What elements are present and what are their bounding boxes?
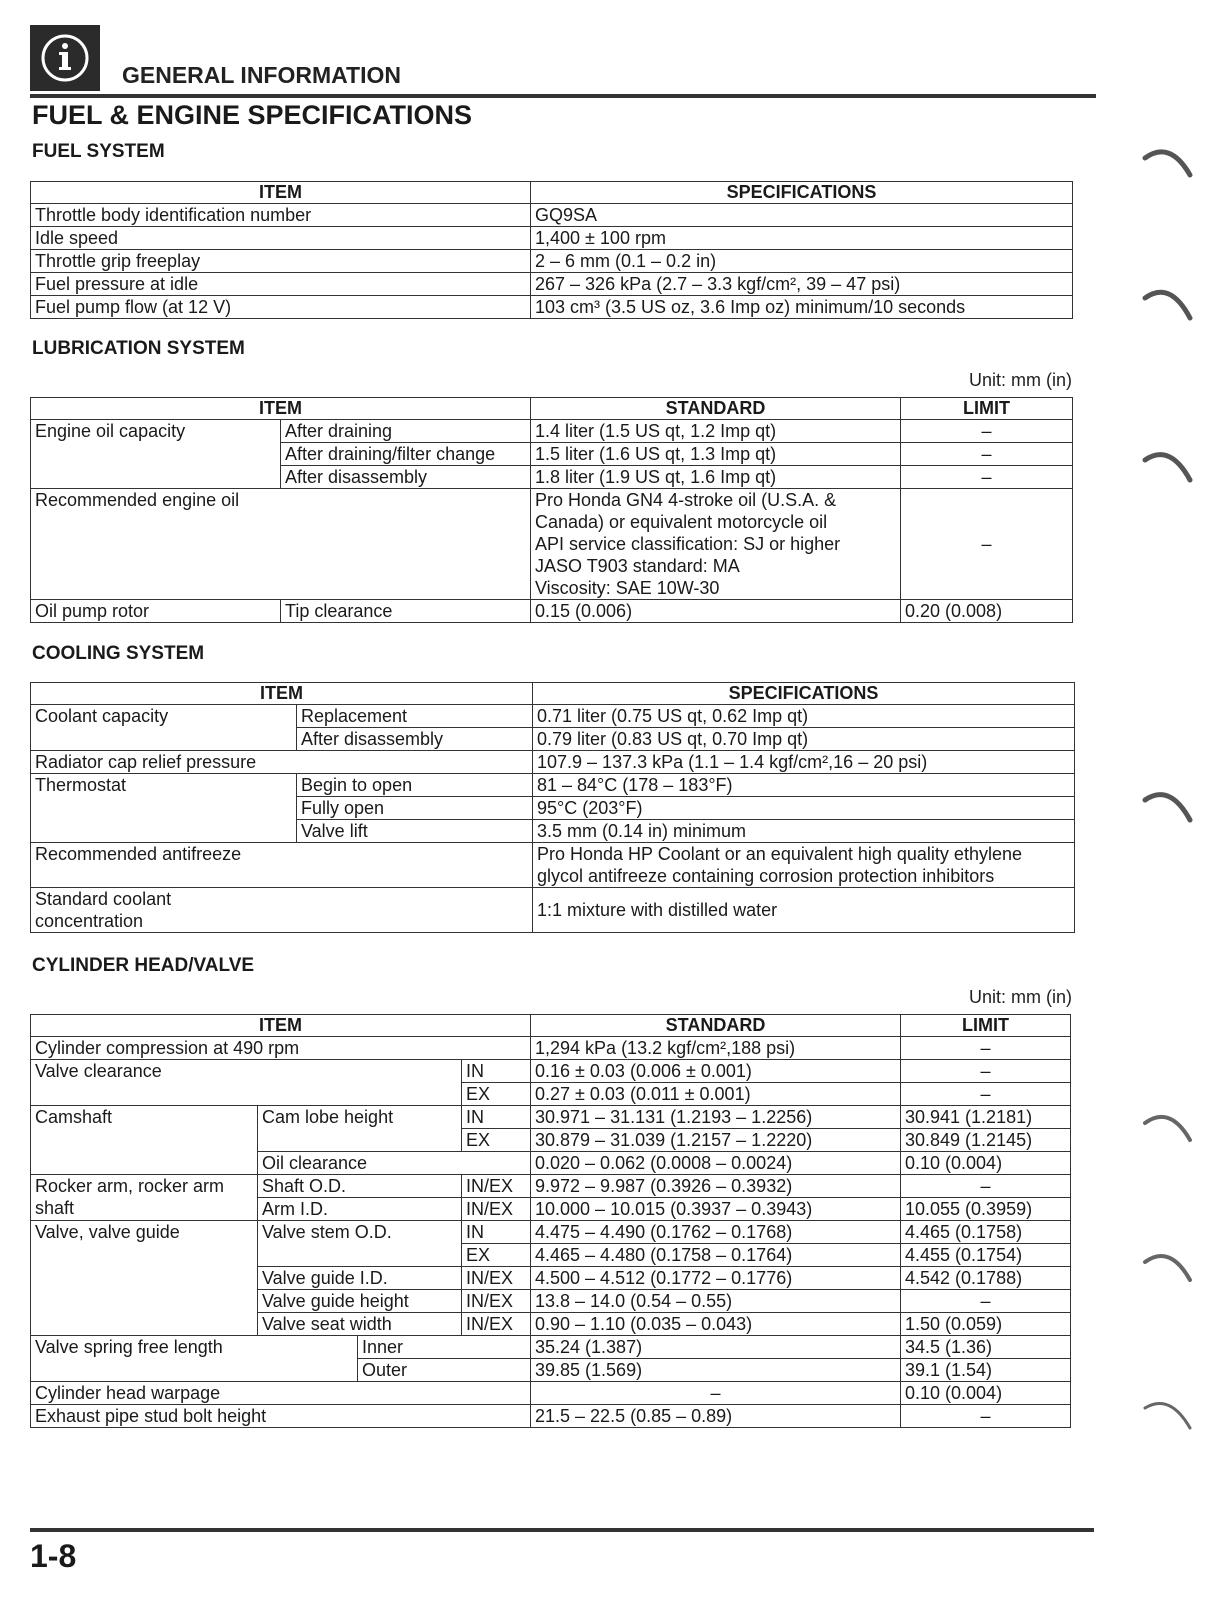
spec-cell: 81 – 84°C (178 – 183°F) xyxy=(533,774,1075,797)
column-header-item: ITEM xyxy=(31,398,531,420)
text-line: Pro Honda HP Coolant or an equivalent high quality ethylene xyxy=(537,844,1022,864)
standard-cell: 0.27 ± 0.03 (0.011 ± 0.001) xyxy=(531,1083,901,1106)
item-cell: Throttle body identification number xyxy=(31,204,531,227)
sub-item-cell: After draining xyxy=(281,420,531,443)
item-cell: Coolant capacity xyxy=(31,705,297,751)
table-row xyxy=(31,489,1073,600)
limit-cell: – xyxy=(901,1175,1071,1198)
table-row xyxy=(31,774,1075,797)
table-row xyxy=(31,1382,1071,1405)
page-title: FUEL & ENGINE SPECIFICATIONS xyxy=(32,100,473,130)
table-header-row xyxy=(31,398,1073,420)
item-cell: Throttle grip freeplay xyxy=(31,250,531,273)
sub-item-cell: Cam lobe height xyxy=(258,1106,462,1152)
standard-cell: 21.5 – 22.5 (0.85 – 0.89) xyxy=(531,1405,901,1428)
standard-cell: 30.971 – 31.131 (1.2193 – 1.2256) xyxy=(531,1106,901,1129)
standard-cell: 1.8 liter (1.9 US qt, 1.6 Imp qt) xyxy=(531,466,901,489)
text-line: Viscosity: SAE 10W-30 xyxy=(535,578,720,598)
sub-item-cell: IN xyxy=(462,1060,531,1083)
limit-cell: 4.455 (0.1754) xyxy=(901,1244,1071,1267)
cylinder-head-valve-table xyxy=(30,1014,1071,1428)
standard-cell: 1.4 liter (1.5 US qt, 1.2 Imp qt) xyxy=(531,420,901,443)
limit-cell: 4.465 (0.1758) xyxy=(901,1221,1071,1244)
limit-cell: – xyxy=(901,1290,1071,1313)
limit-cell: 30.941 (1.2181) xyxy=(901,1106,1071,1129)
table-row xyxy=(31,705,1075,728)
sub-item-cell: EX xyxy=(462,1129,531,1152)
table-row xyxy=(31,1037,1071,1060)
column-header-limit: LIMIT xyxy=(901,1015,1071,1037)
item-cell: Oil pump rotor xyxy=(31,600,281,623)
column-header-item: ITEM xyxy=(31,1015,531,1037)
item-cell: Valve, valve guide xyxy=(31,1221,258,1336)
standard-cell xyxy=(531,489,901,600)
standard-cell: 0.16 ± 0.03 (0.006 ± 0.001) xyxy=(531,1060,901,1083)
sub-item-cell: IN/EX xyxy=(462,1290,531,1313)
sub-item-cell: IN/EX xyxy=(462,1175,531,1198)
standard-cell: 0.020 – 0.062 (0.0008 – 0.0024) xyxy=(531,1152,901,1175)
info-icon xyxy=(30,25,100,91)
limit-cell: – xyxy=(901,1083,1071,1106)
sub-item-cell: Fully open xyxy=(297,797,533,820)
text-line: glycol antifreeze containing corrosion protection inhibitors xyxy=(537,866,995,886)
item-cell: Camshaft xyxy=(31,1106,258,1175)
spec-cell: GQ9SA xyxy=(531,204,1073,227)
standard-cell: 39.85 (1.569) xyxy=(531,1359,901,1382)
sub-item-cell: Begin to open xyxy=(297,774,533,797)
limit-cell: – xyxy=(901,443,1073,466)
table-row xyxy=(31,1336,1071,1359)
limit-cell: – xyxy=(901,1405,1071,1428)
item-cell: Engine oil capacity xyxy=(31,420,281,489)
footer-rule xyxy=(30,1528,1094,1532)
unit-label: Unit: mm (in) xyxy=(969,987,1072,1007)
column-header-limit: LIMIT xyxy=(901,398,1073,420)
table-row xyxy=(31,600,1073,623)
spec-cell: 107.9 – 137.3 kPa (1.1 – 1.4 kgf/cm²,16 – 20 psi) xyxy=(533,751,1075,774)
spec-cell: 0.79 liter (0.83 US qt, 0.70 Imp qt) xyxy=(533,728,1075,751)
spec-cell xyxy=(533,843,1075,888)
standard-cell: 35.24 (1.387) xyxy=(531,1336,901,1359)
item-cell: Recommended antifreeze xyxy=(31,843,533,888)
limit-cell: 4.542 (0.1788) xyxy=(901,1267,1071,1290)
sub-item-cell: Outer xyxy=(358,1359,531,1382)
table-row xyxy=(31,1221,1071,1244)
limit-cell: 1.50 (0.059) xyxy=(901,1313,1071,1336)
limit-cell: – xyxy=(901,466,1073,489)
standard-cell: 4.465 – 4.480 (0.1758 – 0.1764) xyxy=(531,1244,901,1267)
sub-item-cell: Valve guide I.D. xyxy=(258,1267,462,1290)
limit-cell: 30.849 (1.2145) xyxy=(901,1129,1071,1152)
sub-item-cell: Valve lift xyxy=(297,820,533,843)
text-line: Canada) or equivalent motorcycle oil xyxy=(535,512,828,532)
sub-item-cell: Tip clearance xyxy=(281,600,531,623)
table-row xyxy=(31,751,1075,774)
standard-cell: 4.500 – 4.512 (0.1772 – 0.1776) xyxy=(531,1267,901,1290)
lubrication-system-table xyxy=(30,397,1073,623)
binding-marks xyxy=(1135,0,1215,1600)
spec-cell: 95°C (203°F) xyxy=(533,797,1075,820)
standard-cell: 13.8 – 14.0 (0.54 – 0.55) xyxy=(531,1290,901,1313)
item-cell: Exhaust pipe stud bolt height xyxy=(31,1405,531,1428)
limit-cell: – xyxy=(901,489,1073,600)
sub-item-cell: IN xyxy=(462,1221,531,1244)
sub-item-cell: Replacement xyxy=(297,705,533,728)
sub-item-cell: Oil clearance xyxy=(258,1152,531,1175)
section-label: GENERAL INFORMATION xyxy=(122,62,401,88)
table-row xyxy=(31,273,1073,296)
text-line: JASO T903 standard: MA xyxy=(535,556,740,576)
table-row xyxy=(31,420,1073,443)
table-row xyxy=(31,250,1073,273)
table-row xyxy=(31,1175,1071,1198)
limit-cell: – xyxy=(901,1060,1071,1083)
cooling-system-table xyxy=(30,682,1075,933)
table-row xyxy=(31,204,1073,227)
standard-cell: 4.475 – 4.490 (0.1762 – 0.1768) xyxy=(531,1221,901,1244)
spec-cell: 3.5 mm (0.14 in) minimum xyxy=(533,820,1075,843)
fuel-system-heading: FUEL SYSTEM xyxy=(32,141,165,162)
table-header-row xyxy=(31,683,1075,705)
spec-cell: 103 cm³ (3.5 US oz, 3.6 Imp oz) minimum/10 seconds xyxy=(531,296,1073,319)
item-cell: Idle speed xyxy=(31,227,531,250)
table-row xyxy=(31,1106,1071,1129)
standard-cell: – xyxy=(531,1382,901,1405)
table-row xyxy=(31,888,1075,933)
table-header-row xyxy=(31,1015,1071,1037)
spec-cell: 0.71 liter (0.75 US qt, 0.62 Imp qt) xyxy=(533,705,1075,728)
table-row xyxy=(31,227,1073,250)
item-cell: Cylinder head warpage xyxy=(31,1382,531,1405)
table-header-row xyxy=(31,182,1073,204)
column-header-specifications: SPECIFICATIONS xyxy=(533,683,1075,705)
sub-item-cell: After disassembly xyxy=(297,728,533,751)
fuel-system-table xyxy=(30,181,1073,319)
item-cell: Fuel pump flow (at 12 V) xyxy=(31,296,531,319)
text-line: API service classification: SJ or higher xyxy=(535,534,841,554)
item-cell: Radiator cap relief pressure xyxy=(31,751,533,774)
spec-cell: 1,400 ± 100 rpm xyxy=(531,227,1073,250)
spec-cell: 267 – 326 kPa (2.7 – 3.3 kgf/cm², 39 – 47 psi) xyxy=(531,273,1073,296)
standard-cell: 30.879 – 31.039 (1.2157 – 1.2220) xyxy=(531,1129,901,1152)
sub-item-cell: After draining/filter change xyxy=(281,443,531,466)
sub-item-cell: Valve stem O.D. xyxy=(258,1221,462,1267)
item-cell: Thermostat xyxy=(31,774,297,843)
lubrication-system-heading: LUBRICATION SYSTEM xyxy=(32,338,245,359)
column-header-specifications: SPECIFICATIONS xyxy=(531,182,1073,204)
standard-cell: 1,294 kPa (13.2 kgf/cm²,188 psi) xyxy=(531,1037,901,1060)
item-cell xyxy=(31,1175,258,1221)
standard-cell: 1.5 liter (1.6 US qt, 1.3 Imp qt) xyxy=(531,443,901,466)
sub-item-cell: IN/EX xyxy=(462,1267,531,1290)
item-cell: Valve spring free length xyxy=(31,1336,358,1382)
item-cell: Valve clearance xyxy=(31,1060,462,1106)
table-row xyxy=(31,843,1075,888)
text-line: shaft xyxy=(35,1198,75,1218)
spec-cell: 2 – 6 mm (0.1 – 0.2 in) xyxy=(531,250,1073,273)
column-header-item: ITEM xyxy=(31,683,533,705)
cooling-system-heading: COOLING SYSTEM xyxy=(32,643,205,664)
text-line: Standard coolant xyxy=(35,889,172,909)
item-cell: Fuel pressure at idle xyxy=(31,273,531,296)
column-header-standard: STANDARD xyxy=(531,398,901,420)
standard-cell: 9.972 – 9.987 (0.3926 – 0.3932) xyxy=(531,1175,901,1198)
column-header-item: ITEM xyxy=(31,182,531,204)
limit-cell: – xyxy=(901,420,1073,443)
sub-item-cell: EX xyxy=(462,1083,531,1106)
item-cell: Recommended engine oil xyxy=(31,489,531,600)
text-line: concentration xyxy=(35,911,144,931)
spec-cell: 1:1 mixture with distilled water xyxy=(533,888,1075,933)
sub-item-cell: IN xyxy=(462,1106,531,1129)
item-cell xyxy=(31,888,533,933)
column-header-standard: STANDARD xyxy=(531,1015,901,1037)
limit-cell: 34.5 (1.36) xyxy=(901,1336,1071,1359)
limit-cell: 0.20 (0.008) xyxy=(901,600,1073,623)
sub-item-cell: IN/EX xyxy=(462,1313,531,1336)
item-cell: Cylinder compression at 490 rpm xyxy=(31,1037,531,1060)
limit-cell: – xyxy=(901,1037,1071,1060)
cylinder-head-valve-heading: CYLINDER HEAD/VALVE xyxy=(32,955,255,976)
sub-item-cell: Inner xyxy=(358,1336,531,1359)
sub-item-cell: Valve guide height xyxy=(258,1290,462,1313)
text-line: Pro Honda GN4 4-stroke oil (U.S.A. & xyxy=(535,490,837,510)
limit-cell: 0.10 (0.004) xyxy=(901,1382,1071,1405)
standard-cell: 10.000 – 10.015 (0.3937 – 0.3943) xyxy=(531,1198,901,1221)
sub-item-cell: Valve seat width xyxy=(258,1313,462,1336)
text-line: Rocker arm, rocker arm xyxy=(35,1176,225,1196)
standard-cell: 0.15 (0.006) xyxy=(531,600,901,623)
standard-cell: 0.90 – 1.10 (0.035 – 0.043) xyxy=(531,1313,901,1336)
limit-cell: 10.055 (0.3959) xyxy=(901,1198,1071,1221)
limit-cell: 0.10 (0.004) xyxy=(901,1152,1071,1175)
sub-item-cell: Shaft O.D. xyxy=(258,1175,462,1198)
table-row xyxy=(31,296,1073,319)
limit-cell: 39.1 (1.54) xyxy=(901,1359,1071,1382)
sub-item-cell: Arm I.D. xyxy=(258,1198,462,1221)
sub-item-cell: EX xyxy=(462,1244,531,1267)
unit-label: Unit: mm (in) xyxy=(969,370,1072,390)
header-rule xyxy=(30,94,1096,98)
page-number: 1-8 xyxy=(30,1538,77,1574)
table-row xyxy=(31,1405,1071,1428)
table-row xyxy=(31,1060,1071,1083)
sub-item-cell: IN/EX xyxy=(462,1198,531,1221)
sub-item-cell: After disassembly xyxy=(281,466,531,489)
